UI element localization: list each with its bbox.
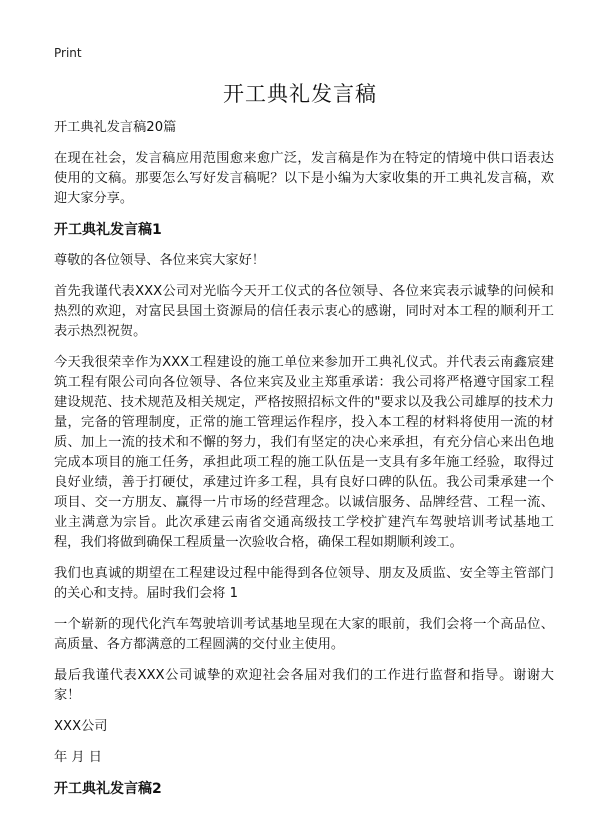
body-paragraph: 我们也真诚的期望在工程建设过程中能得到各位领导、朋友及质监、安全等主管部门的关心和支持。届时我们会将 1 <box>54 566 554 601</box>
body-paragraph: 首先我谨代表XXX公司对光临今天开工仪式的各位领导、各位来宾表示诚挚的问候和热烈的欢迎，对富民县国土资源局的信任表示衷心的感谢，同时对本工程的顺利开工表示热烈祝贺。 <box>54 284 554 339</box>
signature-date: 年 月 日 <box>54 750 102 765</box>
intro-paragraph: 在现在社会，发言稿应用范围愈来愈广泛，发言稿是作为在特定的情境中供口语表达使用的文稿。那要怎么写好发言稿呢？以下是小编为大家收集的开工典礼发言稿，欢迎大家分享。 <box>54 151 554 206</box>
closing-paragraph: 最后我谨代表XXX公司诚挚的欢迎社会各届对我们的工作进行监督和指导。谢谢大家！ <box>54 668 554 703</box>
document-title: 开工典礼发言稿 <box>223 82 377 106</box>
body-paragraph: 今天我很荣幸作为XXX工程建设的施工单位来参加开工典礼仪式。并代表云南鑫宸建筑工程有限公司向各位领导、各位来宾及业主郑重承诺：我公司将严格遵守国家工程建设规范、技术规范及相关规定，严格按照招标文件的"要求以及我公司雄厚的技术力量，完备的管理制度，正常的施工管理运作程序，投入本工程的材料将使用一流的材质、加上一流的技术和不懈的努力，我们有坚定的决心来承担，有充分信心来出色地完成本项目的施工任务，承担此项工程的施工队伍是一支具有多年施工经验，取得过良好业绩，善于打硬仗，承建过许多工程，具有良好口碑的队伍。我公司秉承建一个项目、交一方朋友、赢得一片市场的经营理念。以诚信服务、品牌经营、工程一流、业主满意为宗旨。此次承建云南省交通高级技工学校扩建汽车驾驶培训考试基地工程，我们将做到确保工程质量一次验收合格，确保工程如期顺利竣工。 <box>54 355 554 550</box>
section-heading: 开工典礼发言稿2 <box>54 781 162 797</box>
document-body <box>54 118 554 810</box>
document-subtitle: 开工典礼发言稿20篇 <box>54 120 177 135</box>
body-paragraph: 一个崭新的现代化汽车驾驶培训考试基地呈现在大家的眼前，我们会将一个高品位、高质量、各方都满意的工程圆满的交付业主使用。 <box>54 617 554 652</box>
signature-company: XXX公司 <box>54 719 108 734</box>
section-heading: 开工典礼发言稿1 <box>54 222 162 238</box>
greeting-paragraph: 尊敬的各位领导、各位来宾大家好！ <box>54 253 265 268</box>
print-link[interactable]: Print <box>54 46 82 60</box>
